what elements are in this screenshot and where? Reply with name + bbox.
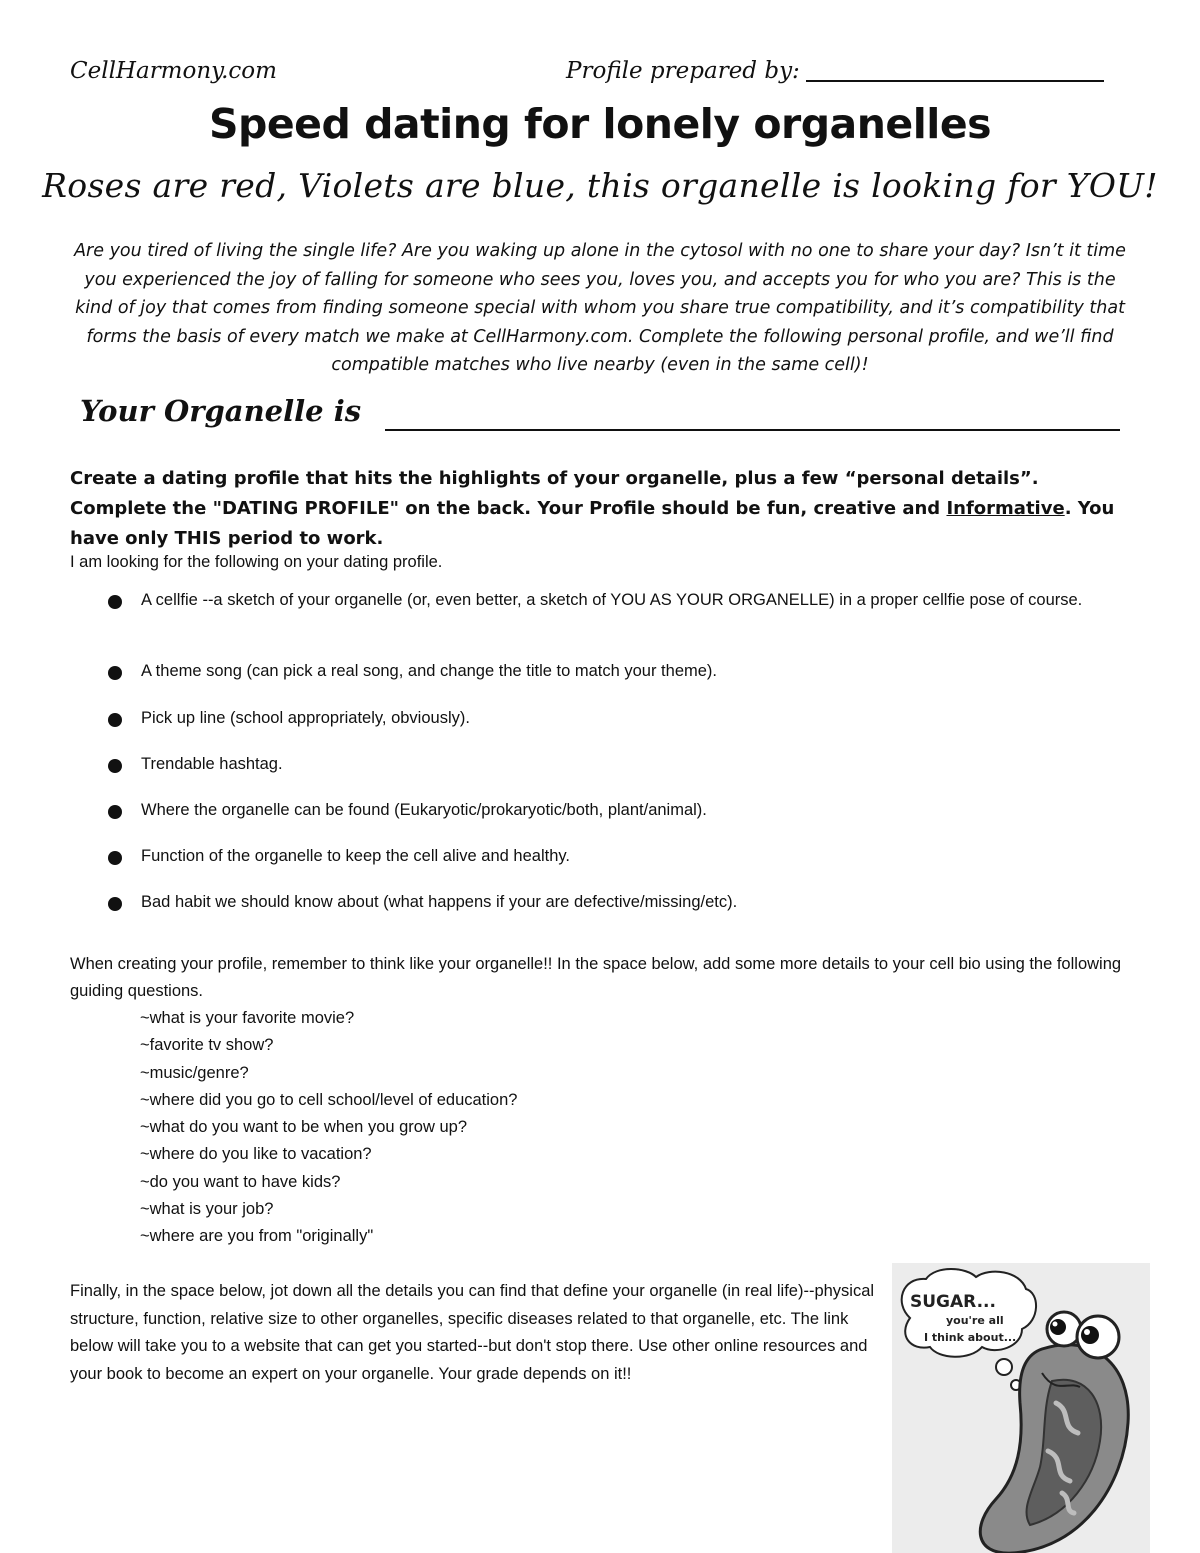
mitochondrion-cartoon-icon	[892, 1263, 1150, 1553]
list-item-text: Trendable hashtag.	[141, 755, 283, 773]
prepared-by-label: Profile prepared by:	[566, 58, 800, 84]
bullet-icon	[108, 759, 122, 773]
bullet-icon	[108, 805, 122, 819]
list-item-text: Function of the organelle to keep the cell alive and healthy.	[141, 847, 570, 865]
bubble-line-1: you're all	[946, 1314, 1004, 1327]
final-instructions: Finally, in the space below, jot down all the details you can find that define your organelle (in real life)--physical structure, function, relative size to other organelles, specific diseases related to that organelle, etc. The link below will take you to a website that can get you started--but don't stop there. Use other online resources and your book to become an expert on your organelle. Your grade depends on it!!	[70, 1282, 875, 1383]
question-item: ~favorite tv show?	[140, 1036, 274, 1055]
list-item-text: Pick up line (school appropriately, obviously).	[141, 709, 470, 727]
looking-for-text: I am looking for the following on your dating profile.	[70, 553, 443, 571]
question-item: ~where do you like to vacation?	[140, 1145, 372, 1164]
list-item-text: A theme song (can pick a real song, and change the title to match your theme).	[141, 662, 717, 680]
site-name: CellHarmony.com	[70, 58, 277, 84]
instructions-part1: Create a dating profile that hits the highlights of your organelle, plus a few “personal details”. Complete the "DATING PROFILE" on the back. Your Profile should be fun, creative and	[70, 468, 1039, 519]
tagline: Roses are red, Violets are blue, this organelle is looking for YOU!	[42, 166, 1158, 205]
page-title: Speed dating for lonely organelles	[208, 100, 992, 148]
prepared-by-blank-line	[806, 80, 1104, 82]
question-item: ~where are you from "originally"	[140, 1227, 374, 1246]
organelle-label: Your Organelle is	[80, 394, 362, 428]
bullet-icon	[108, 851, 122, 865]
question-item: ~do you want to have kids?	[140, 1172, 341, 1191]
list-item-text: Bad habit we should know about (what happens if your are defective/missing/etc).	[141, 893, 738, 911]
mitochondrion-illustration	[892, 1263, 1150, 1553]
intro-paragraph: Are you tired of living the single life? Are you waking up alone in the cytosol with no one to share your day? Isn’t it time you experienced the joy of falling for someone who sees you, loves you, and accepts you for who you are? This is the kind of joy that comes from finding someone special with whom you share true compatibility, and it’s compatibility that forms the basis of every match we make at CellHarmony.com. Complete the following personal profile, and we’ll find compatible matches who live nearby (even in the same cell)!	[74, 241, 1126, 375]
bullet-icon	[108, 595, 122, 609]
thought-bubble	[902, 1269, 1036, 1390]
question-item: ~what is your job?	[140, 1200, 274, 1219]
guiding-questions-intro: When creating your profile, remember to think like your organelle!! In the space below, add some more details to your cell bio using the following guiding questions.	[70, 955, 1122, 1000]
bullet-icon	[108, 897, 122, 911]
question-item: ~where did you go to cell school/level of education?	[140, 1090, 518, 1109]
bullet-icon	[108, 713, 122, 727]
bubble-line-2: I think about...	[924, 1331, 1017, 1344]
question-item: ~what is your favorite movie?	[140, 1009, 355, 1027]
instructions-part2: . You have only THIS period to work.	[70, 498, 1115, 549]
guiding-questions-list	[140, 1005, 517, 1251]
bullet-icon	[108, 666, 122, 680]
instructions-underlined: Informative	[946, 498, 1065, 519]
mitochondrion-body	[980, 1345, 1128, 1553]
bubble-title: SUGAR...	[910, 1292, 996, 1312]
list-item-text: A cellfie --a sketch of your organelle (or, even better, a sketch of YOU AS YOUR ORGANELLE) in a proper cellfie pose of course.	[141, 591, 1083, 609]
question-item: ~what do you want to be when you grow up?	[140, 1118, 468, 1137]
organelle-blank-line	[385, 429, 1120, 431]
instructions	[70, 464, 1130, 554]
list-item-text: Where the organelle can be found (Eukaryotic/prokaryotic/both, plant/animal).	[141, 801, 707, 819]
question-item: ~music/genre?	[140, 1063, 249, 1082]
